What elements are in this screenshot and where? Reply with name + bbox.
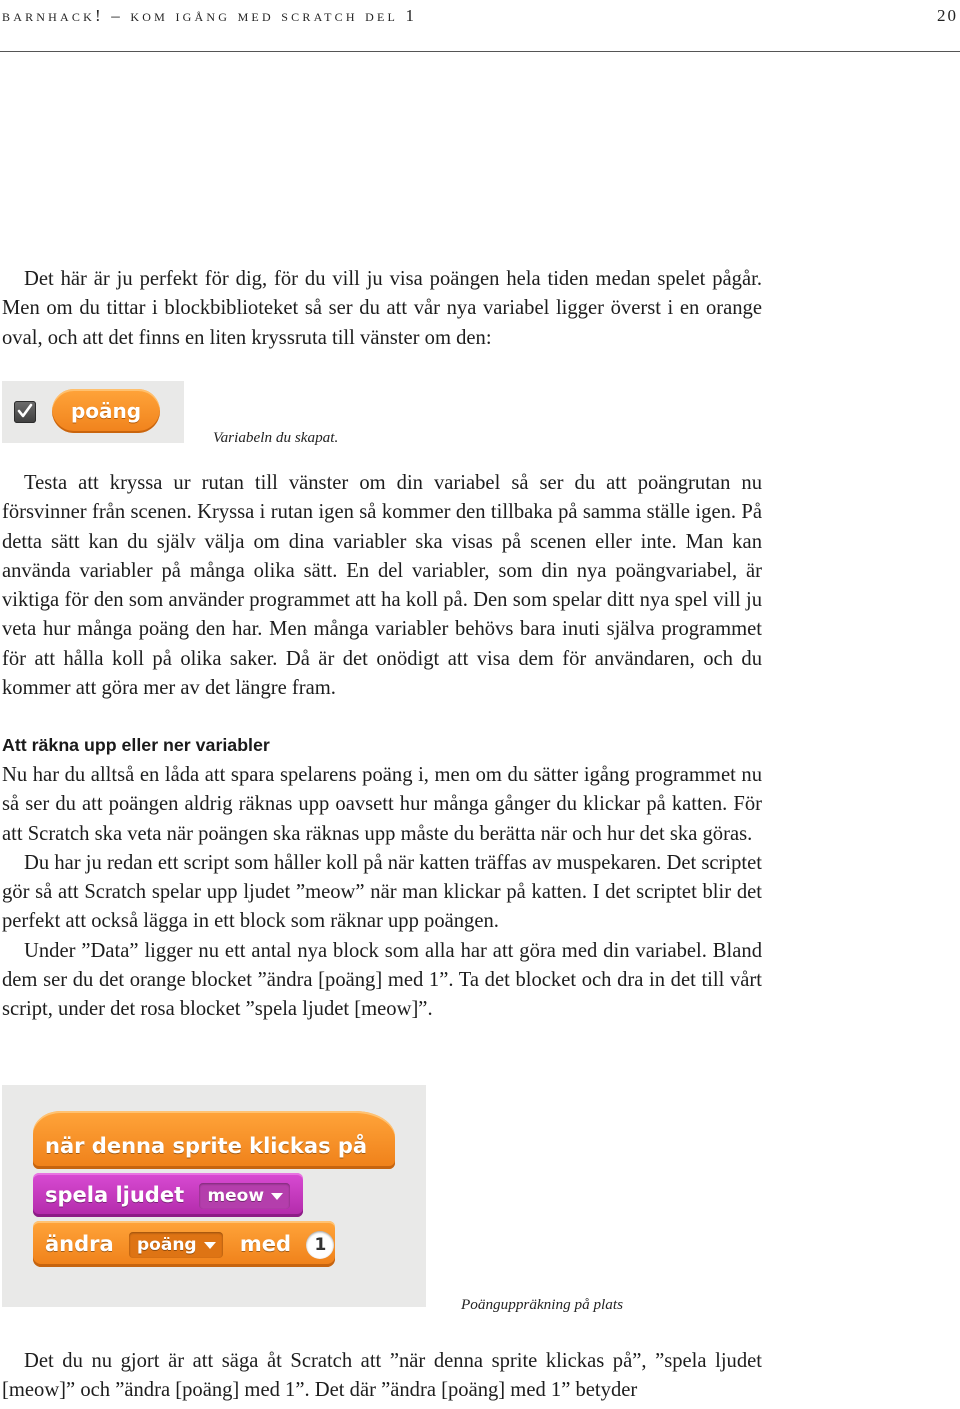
when-sprite-clicked-block[interactable] (33, 1111, 395, 1169)
body-block (2, 469, 762, 703)
sound-dropdown-value: meow (207, 1186, 265, 1206)
change-variable-block[interactable] (33, 1221, 335, 1267)
sound-dropdown[interactable] (199, 1183, 290, 1209)
section-paragraph-3: Under ”Data” ligger nu ett antal nya block som alla har att göra med din variabel. Bland dem ser du det orange blocket ”ändra [poäng] med 1”. Ta det blocket och dra in det till vårt script, under det rosa blocket ”spela ljudet [meow]”. (2, 939, 762, 1021)
variable-checkbox[interactable] (14, 401, 36, 423)
section-block (2, 761, 762, 1025)
change-value-input[interactable]: 1 (306, 1231, 334, 1259)
variable-reporter[interactable]: poäng (52, 389, 160, 433)
section-heading: Att räkna upp eller ner variabler (2, 735, 270, 755)
dropdown-arrow-icon (204, 1242, 216, 1249)
sound-block-label: spela ljudet (45, 1183, 185, 1207)
change-block-label: ändra (45, 1232, 114, 1256)
checkmark-icon (16, 402, 34, 420)
dropdown-arrow-icon (271, 1193, 283, 1200)
script-figure-caption: Poänguppräkning på plats (461, 1296, 623, 1313)
closing-block (2, 1347, 762, 1406)
variable-dropdown-value: poäng (137, 1235, 197, 1255)
script-figure (2, 1085, 426, 1307)
variable-figure (2, 381, 184, 443)
intro-block (2, 265, 762, 353)
play-sound-block[interactable] (33, 1173, 303, 1217)
book-title: barnhack! – kom igång med scratch del 1 (2, 6, 418, 25)
running-header (0, 0, 960, 52)
change-by-label: med (239, 1232, 292, 1256)
closing-paragraph: Det du nu gjort är att säga åt Scratch att ”när denna sprite klickas på”, ”spela ljudet [meow]” och ”ändra [poäng] med 1”. Det där ”ändra [poäng] med 1” betyder (2, 1350, 762, 1402)
intro-paragraph: Det här är ju perfekt för dig, för du vill ju visa poängen hela tiden medan spelet pågår. Men om du tittar i blockbiblioteket så ser du att vår nya variabel ligger överst i en orange oval, och att det finns en liten kryssruta till vänster om den: (2, 268, 762, 349)
body-paragraph: Testa att kryssa ur rutan till vänster om din variabel så ser du att poängrutan nu försvinner från scenen. Kryssa i rutan igen så kommer den tillbaka på samma ställe igen. På detta sätt kan du själv välja om dina variabler ska visas på scenen eller inte. Man kan använda variabler på många olika sätt. En del variabler, som din nya poängvariabel, är viktiga för den som använder programmet att ha koll på. Den som spelar ditt nya spel vill ju veta hur många poäng den har. Men många variabler behövs bara inuti själva programmet för att hålla koll på olika saker. Då är det onödigt att visa dem för användaren, och du kommer att göra mer av det längre fram. (2, 472, 762, 700)
page-number: 20 (937, 6, 958, 25)
variable-figure-caption: Variabeln du skapat. (213, 429, 339, 446)
variable-dropdown[interactable] (129, 1232, 223, 1258)
section-paragraph-1: Nu har du alltså en låda att spara spelarens poäng i, men om du sätter igång programmet nu så ser du att poängen aldrig räknas upp oavsett hur många gånger du klickar på katten. För att Scratch ska veta när poängen ska räknas upp måste du berätta när och hur det ska göras. (2, 764, 762, 845)
hat-block-label: när denna sprite klickas på (45, 1134, 368, 1158)
section-paragraph-2: Du har ju redan ett script som håller koll på när katten träffas av muspekaren. Det scriptet gör så att Scratch spelar upp ljudet ”meow” när man klickar på katten. I det scriptet blir det perfekt att också lägga in ett block som räknar upp poängen. (2, 851, 762, 933)
